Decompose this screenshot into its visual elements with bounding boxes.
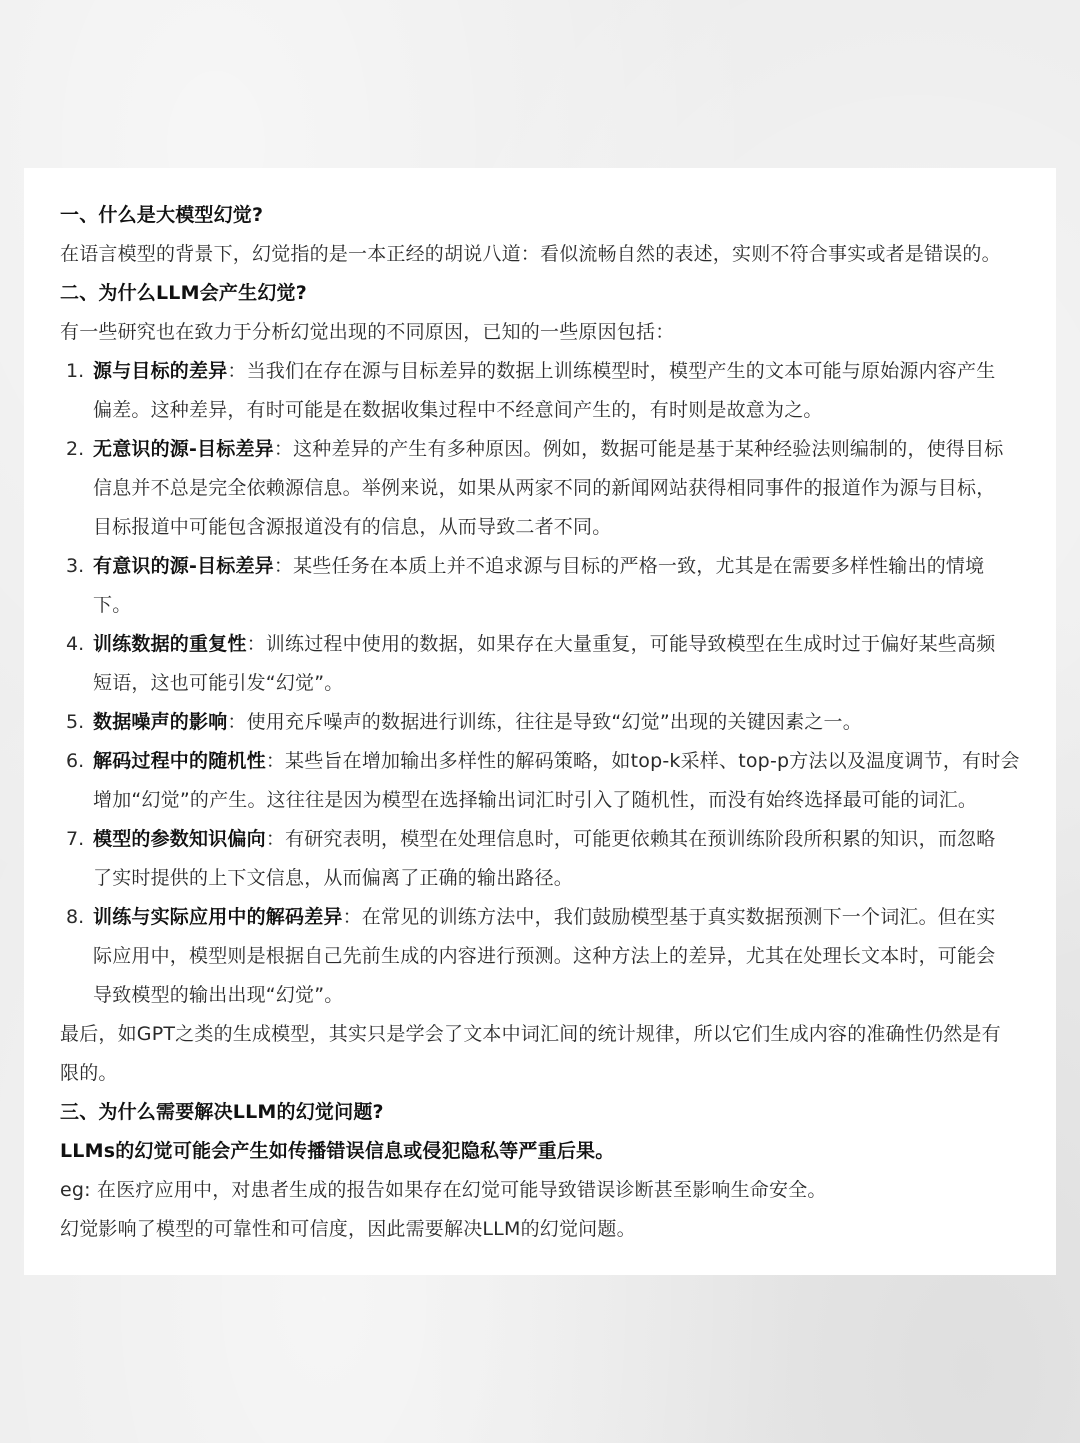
list-number: 1. <box>66 360 85 382</box>
list-item <box>60 352 1030 430</box>
list-item-line: ：在常见的训练方法中，我们鼓励模型基于真实数据预测下一个词汇。但在实 <box>342 906 996 928</box>
section-3-bold-statement: LLMs的幻觉可能会产生如传播错误信息或侵犯隐私等严重后果。 <box>60 1140 615 1162</box>
list-item-line: 目标报道中可能包含源报道没有的信息，从而导致二者不同。 <box>93 516 612 538</box>
list-item-term: 模型的参数知识偏向 <box>93 828 266 850</box>
list-item <box>60 898 1030 1015</box>
list-item-term: 数据噪声的影响 <box>93 711 228 733</box>
list-item-line: ：训练过程中使用的数据，如果存在大量重复，可能导致模型在生成时过于偏好某些高频 <box>246 633 996 655</box>
list-item-line: ：某些旨在增加输出多样性的解码策略，如top-k采样、top-p方法以及温度调节，有时会 <box>265 750 1020 772</box>
section-2-conclusion-line: 限的。 <box>60 1062 118 1084</box>
list-item-line: 短语，这也可能引发“幻觉”。 <box>93 672 344 694</box>
list-item <box>60 547 1030 625</box>
list-item-line: 信息并不总是完全依赖源信息。举例来说，如果从两家不同的新闻网站获得相同事件的报道作为源与目标， <box>93 477 996 499</box>
list-item <box>60 820 1030 898</box>
list-number: 3. <box>66 555 85 577</box>
list-item-line: 了实时提供的上下文信息，从而偏离了正确的输出路径。 <box>93 867 574 889</box>
list-item-line: 偏差。这种差异，有时可能是在数据收集过程中不经意间产生的，有时则是故意为之。 <box>93 399 823 421</box>
section-2-intro: 有一些研究也在致力于分析幻觉出现的不同原因，已知的一些原因包括： <box>60 321 675 343</box>
list-number: 4. <box>66 633 85 655</box>
section-2-conclusion-line: 最后，如GPT之类的生成模型，其实只是学会了文本中词汇间的统计规律，所以它们生成内容的准确性仍然是有 <box>60 1023 1001 1045</box>
list-item-term: 解码过程中的随机性 <box>93 750 266 772</box>
list-number: 2. <box>66 438 85 460</box>
list-item <box>60 742 1030 820</box>
section-1-heading: 一、什么是大模型幻觉? <box>60 204 264 226</box>
list-item-line: 增加“幻觉”的产生。这往往是因为模型在选择输出词汇时引入了随机性，而没有始终选择最可能的词汇。 <box>93 789 978 811</box>
list-item-text <box>93 703 1030 742</box>
list-item-text <box>93 430 1030 547</box>
list-number: 5. <box>66 711 85 733</box>
list-item-term: 有意识的源-目标差异 <box>93 555 274 577</box>
list-item-line: ：某些任务在本质上并不追求源与目标的严格一致，尤其是在需要多样性输出的情境 <box>273 555 985 577</box>
list-item-term: 源与目标的差异 <box>93 360 228 382</box>
list-item-text <box>93 820 1030 898</box>
section-1-body: 在语言模型的背景下，幻觉指的是一本正经的胡说八道：看似流畅自然的表述，实则不符合事实或者是错误的。 <box>60 243 1001 265</box>
list-item-text <box>93 352 1030 430</box>
list-number: 8. <box>66 906 85 928</box>
list-item-line: 际应用中，模型则是根据自己先前生成的内容进行预测。这种方法上的差异，尤其在处理长文本时，可能会 <box>93 945 996 967</box>
list-number: 6. <box>66 750 85 772</box>
list-item-term: 训练与实际应用中的解码差异 <box>93 906 343 928</box>
list-item-text <box>93 898 1030 1015</box>
list-item-line: ：使用充斥噪声的数据进行训练，往往是导致“幻觉”出现的关键因素之一。 <box>227 711 862 733</box>
list-item-line: ：有研究表明，模型在处理信息时，可能更依赖其在预训练阶段所积累的知识，而忽略 <box>265 828 996 850</box>
section-2-heading: 二、为什么LLM会产生幻觉? <box>60 282 307 304</box>
list-item-line: ：这种差异的产生有多种原因。例如，数据可能是基于某种经验法则编制的，使得目标 <box>273 438 1004 460</box>
list-item-term: 无意识的源-目标差异 <box>93 438 274 460</box>
list-item-text <box>93 742 1030 820</box>
section-3-closing: 幻觉影响了模型的可靠性和可信度，因此需要解决LLM的幻觉问题。 <box>60 1218 636 1240</box>
causes-list <box>60 352 1030 1015</box>
list-item-text <box>93 625 1030 703</box>
list-item-line: 导致模型的输出出现“幻觉”。 <box>93 984 344 1006</box>
list-item <box>60 430 1030 547</box>
document-page <box>24 168 1056 1275</box>
section-3-example: eg: 在医疗应用中，对患者生成的报告如果存在幻觉可能导致错误诊断甚至影响生命安全。 <box>60 1179 827 1201</box>
list-number: 7. <box>66 828 85 850</box>
list-item <box>60 703 1030 742</box>
section-3-heading: 三、为什么需要解决LLM的幻觉问题? <box>60 1101 384 1123</box>
list-item-text <box>93 547 1030 625</box>
list-item-line: ：当我们在存在源与目标差异的数据上训练模型时，模型产生的文本可能与原始源内容产生 <box>227 360 996 382</box>
list-item-term: 训练数据的重复性 <box>93 633 247 655</box>
list-item <box>60 625 1030 703</box>
list-item-line: 下。 <box>93 594 132 616</box>
